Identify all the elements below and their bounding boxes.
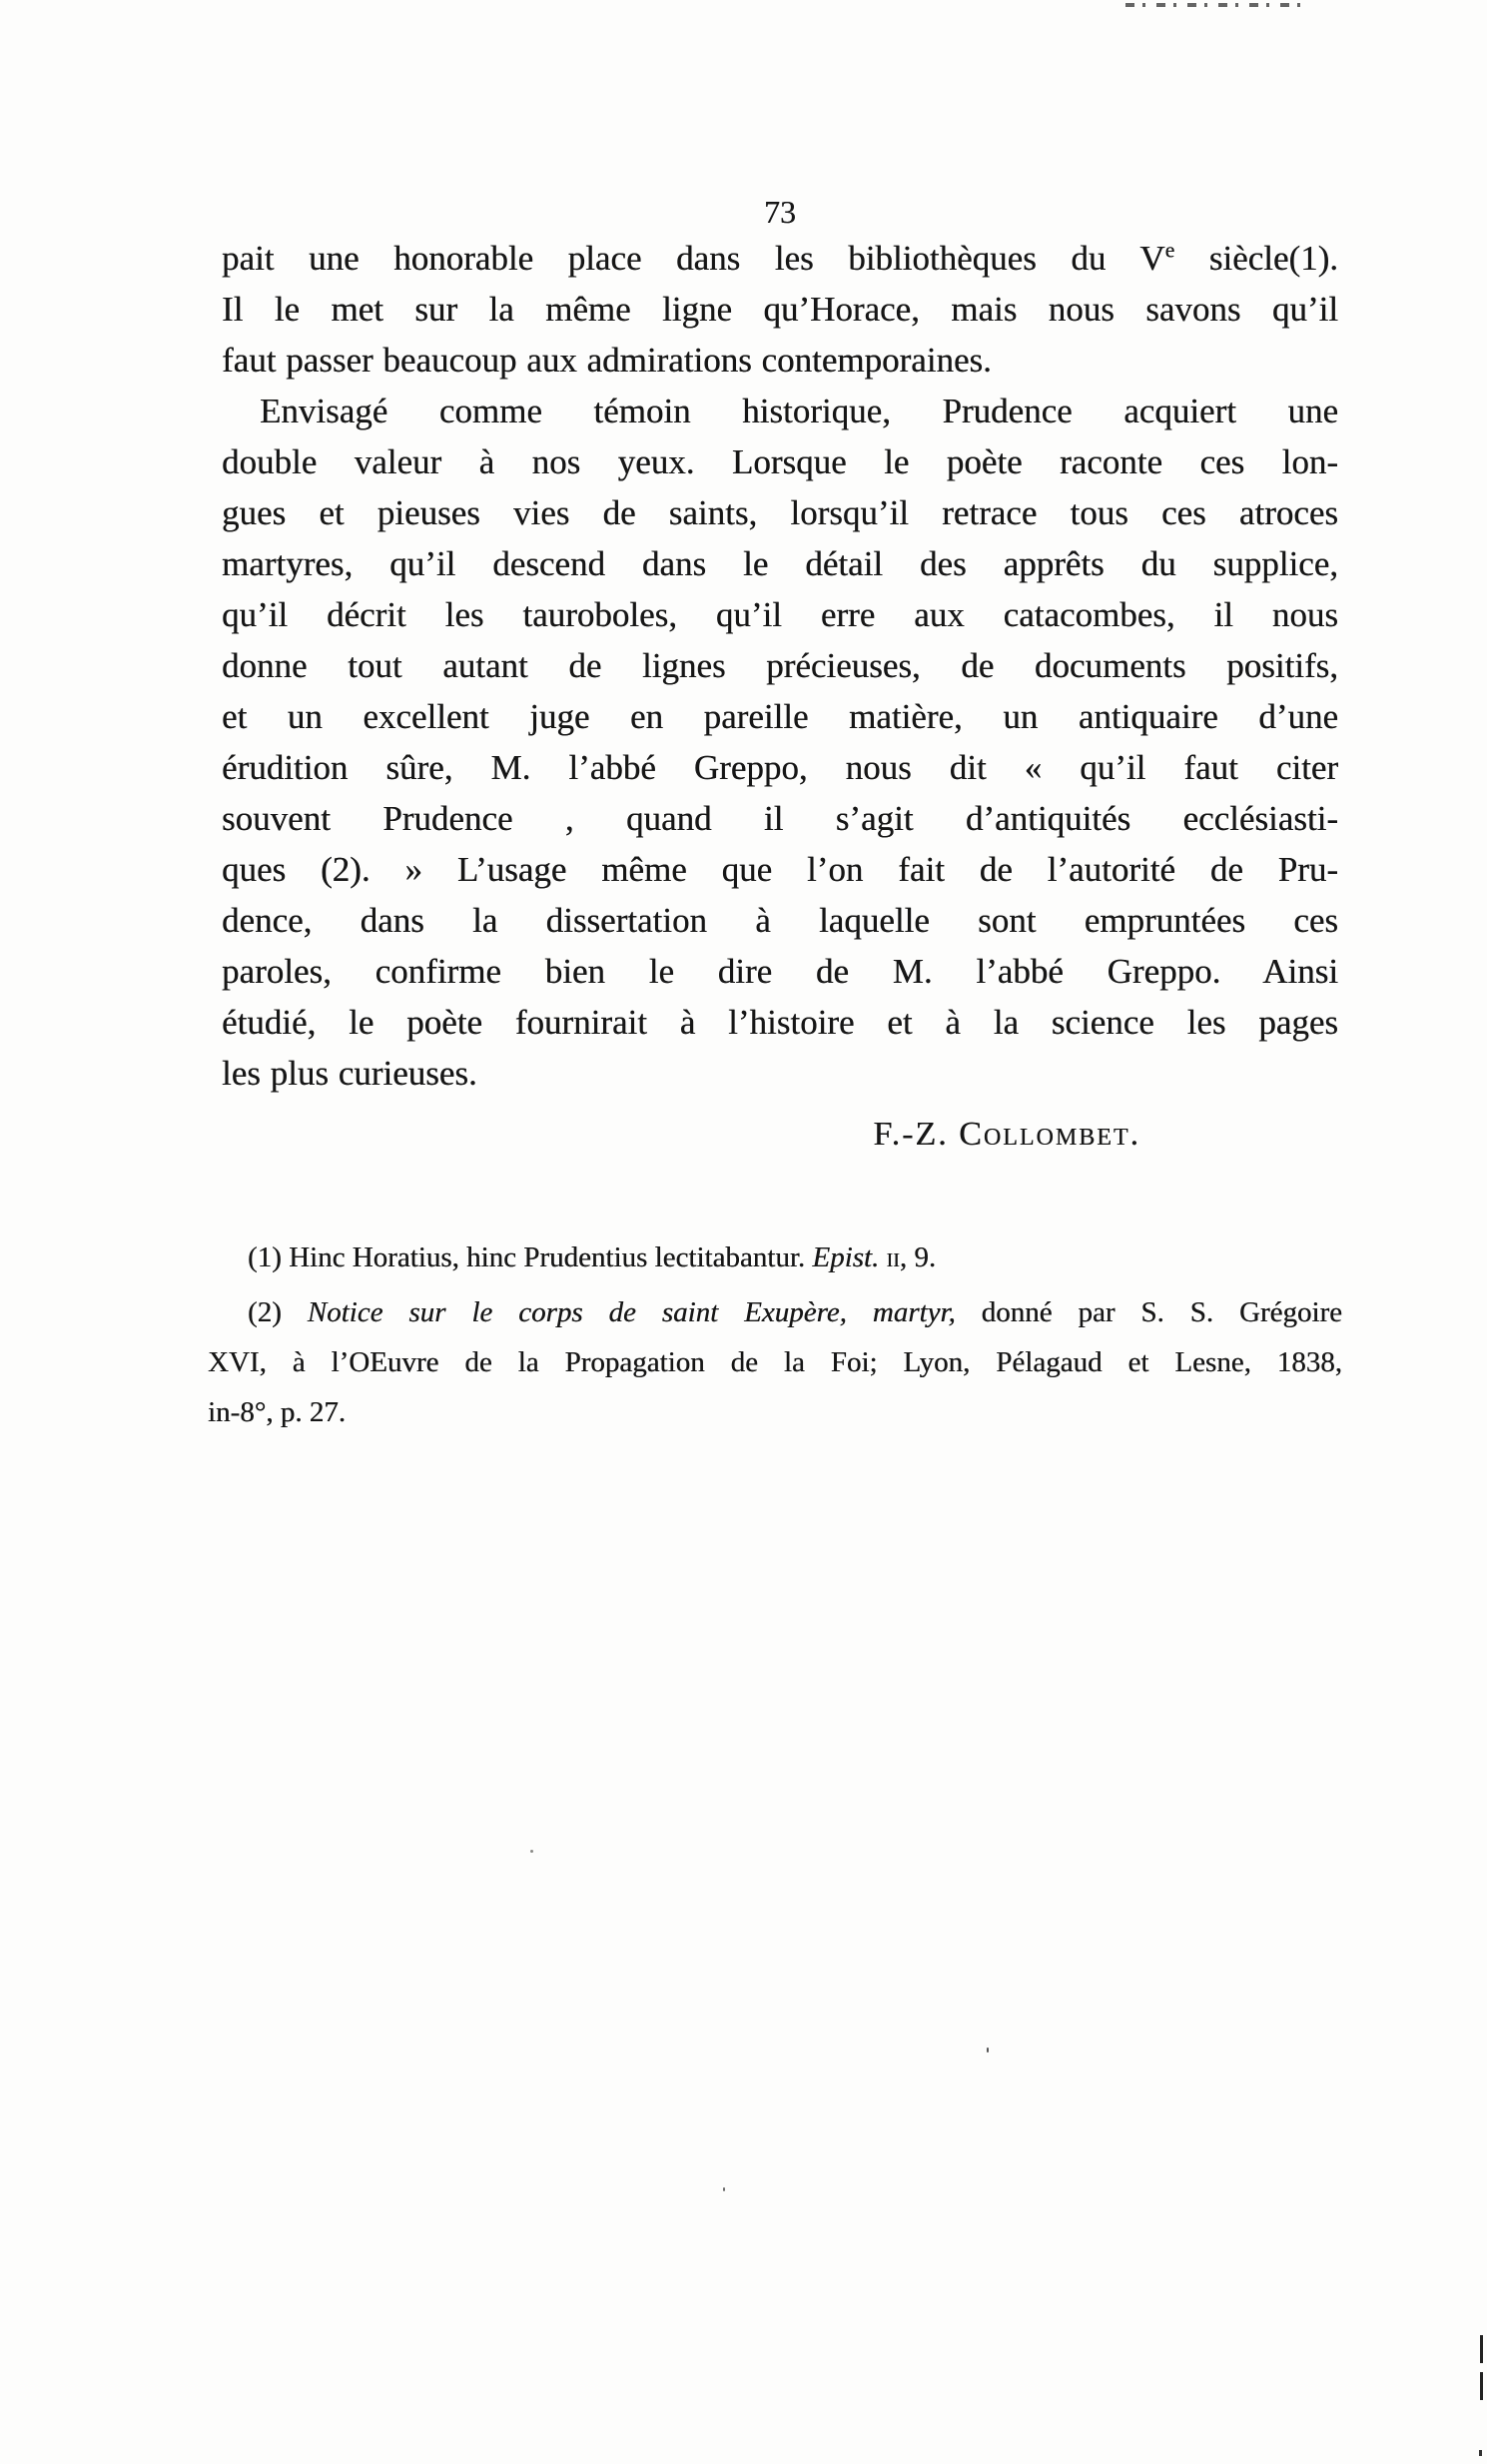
body-line: gues et pieuses vies de saints, lorsqu’il retrace tous ces atroces: [222, 493, 1338, 532]
author-signature: F.-Z. Collombet.: [873, 1116, 1140, 1153]
scan-artifact-dot: [1479, 2450, 1482, 2456]
footnote-2-italic-title: Notice sur le corps de saint Exupère, martyr,: [307, 1296, 956, 1328]
footnote-1-italic-title: Epist.: [812, 1241, 880, 1273]
superscript-e: e: [1164, 238, 1175, 263]
body-line: faut passer beaucoup aux admirations contemporaines.: [222, 341, 992, 380]
body-line: les plus curieuses.: [222, 1054, 477, 1093]
footnote-1-text: (1) Hinc Horatius, hinc Prudentius lectitabantur.: [248, 1241, 813, 1273]
scan-speck: [723, 2187, 725, 2191]
footnote-2-marker: (2): [248, 1296, 308, 1328]
body-line: paroles, confirme bien le dire de M. l’abbé Greppo. Ainsi: [222, 952, 1338, 991]
body-line: [222, 233, 1338, 284]
body-line-1-post: siècle(1).: [1174, 239, 1338, 278]
scan-speck: [530, 1850, 533, 1853]
body-line: ques (2). » L’usage même que l’on fait de l’autorité de Pru-: [222, 850, 1338, 889]
footnote-1: [208, 1232, 1342, 1282]
body-text: [222, 233, 1338, 1160]
body-line: étudié, le poète fournirait à l’histoire et à la science les pages: [222, 1003, 1338, 1042]
body-line: Il le met sur la même ligne qu’Horace, mais nous savons qu’il: [222, 290, 1338, 329]
body-line: souvent Prudence , quand il s’agit d’antiquités ecclésiasti-: [222, 799, 1338, 838]
body-line: double valeur à nos yeux. Lorsque le poète raconte ces lon-: [222, 442, 1338, 481]
body-line: martyres, qu’il descend dans le détail des apprêts du supplice,: [222, 544, 1338, 583]
footnote-1-reference: ii, 9.: [879, 1241, 937, 1273]
footnote-2-line-2: XVI, à l’OEuvre de la Propagation de la Foi; Lyon, Pélagaud et Lesne, 1838,: [208, 1346, 1342, 1378]
body-line: érudition sûre, M. l’abbé Greppo, nous dit « qu’il faut citer: [222, 748, 1338, 787]
body-line: et un excellent juge en pareille matière, un antiquaire d’une: [222, 697, 1338, 736]
body-line: qu’il décrit les tauroboles, qu’il erre aux catacombes, il nous: [222, 595, 1338, 634]
body-line: Envisagé comme témoin historique, Prudence acquiert une: [260, 392, 1338, 430]
body-line-1-pre: pait une honorable place dans les bibliothèques du V: [222, 239, 1165, 278]
footnote-2-text: donné par S. S. Grégoire: [955, 1296, 1343, 1328]
scan-artifact-top-dashes: [1125, 3, 1307, 7]
body-line: dence, dans la dissertation à laquelle sont empruntées ces: [222, 901, 1338, 940]
footnote-2-line-3: in-8°, p. 27.: [208, 1396, 347, 1428]
scan-speck: [987, 2048, 989, 2053]
footnote-2-line-1: [208, 1287, 1342, 1337]
footnotes: [208, 1232, 1342, 1437]
scan-artifact-right-dashes: [1480, 2335, 1483, 2401]
page-number: 73: [764, 194, 796, 230]
body-line: donne tout autant de lignes précieuses, de documents positifs,: [222, 646, 1338, 685]
